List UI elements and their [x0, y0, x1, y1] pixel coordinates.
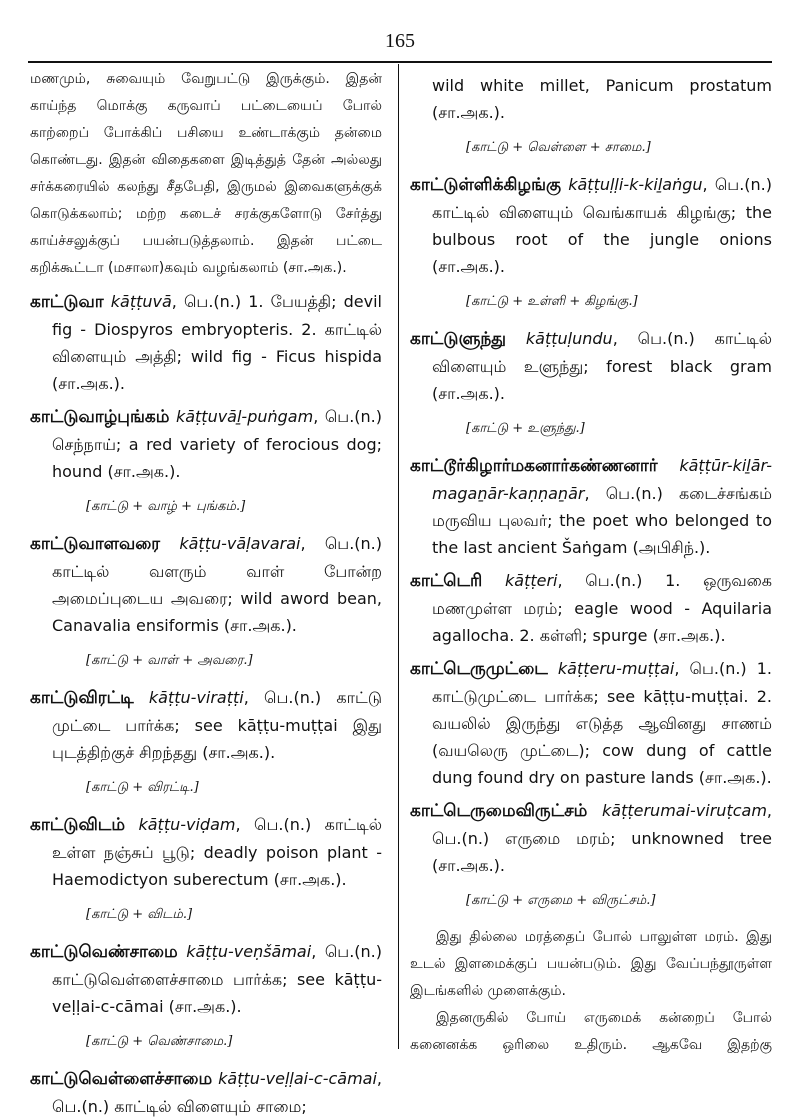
entry-definition: , பெ.(n.) எருமை மரம்; unknowned tree (சா.அக.). — [432, 801, 772, 875]
entry-transliteration: kāṭṭūr-kiḻār-magaṉār-kaṇṇaṉār — [432, 456, 772, 503]
entry-headword: காட்டுவெள்ளைச்சாமை — [30, 1069, 213, 1089]
dictionary-entry — [30, 938, 382, 1020]
entry-etymology: [காட்டு + வாள் + அவரை.] — [86, 653, 253, 668]
continuation-text: wild white millet, Panicum prostatum (சா.அக.). — [432, 76, 772, 122]
entry-headword: காட்டுவாளவரை — [30, 534, 161, 554]
entry-transliteration: kāṭṭu-veṇšāmai — [186, 942, 312, 961]
dictionary-entry — [30, 684, 382, 766]
dictionary-entry — [410, 171, 772, 280]
entry-headword: காட்டுவா — [30, 292, 104, 312]
dictionary-entry — [30, 403, 382, 485]
entry-headword: காட்டெருமைவிருட்சம் — [410, 801, 588, 821]
entry-etymology: [காட்டு + எருமை + விருட்சம்.] — [466, 893, 656, 908]
dictionary-entry — [30, 288, 382, 397]
entry-etymology: [காட்டு + உள்ளி + கிழங்கு.] — [466, 294, 638, 309]
entry-transliteration: kāṭṭuḷḷi-k-kiḻaṅgu — [568, 175, 703, 194]
dictionary-entry — [410, 452, 772, 561]
entry-definition: , பெ.(n.) கடைச்சங்கம் மருவிய புலவர்; the poet who belonged to the last ancient Šaṅgam (அபிசிந்.). — [432, 484, 772, 557]
entry-transliteration: kāṭṭerumai-viruṭcam — [602, 801, 767, 820]
entry-etymology: [காட்டு + விரட்டி.] — [86, 780, 199, 795]
entry-definition: , பெ.(n.) காட்டில் விளையும் வெங்காயக் கிழங்கு; the bulbous root of the jungle onions (சா.அக.). — [432, 175, 772, 276]
entry-transliteration: kāṭṭu-vāḷavarai — [179, 534, 301, 553]
dictionary-entry — [410, 655, 772, 791]
entry-headword: காட்டெரி — [410, 571, 483, 591]
dictionary-entry — [410, 567, 772, 649]
entry-definition: , பெ.(n.) காட்டு முட்டை பார்க்க; see kāṭṭu-muṭṭai இது புடத்திற்குச் சிறந்தது (சா.அக.). — [52, 688, 382, 762]
entry-definition: , பெ.(n.) காட்டில் விளையும் சாமை; — [52, 1069, 382, 1116]
right-column — [410, 66, 772, 1059]
entry-transliteration: kāṭṭuvā — [110, 292, 172, 311]
note-paragraph: இதனருகில் போய் எருமைக் கன்றைப் போல் கனைனக்க ஒரிலை உதிரும். ஆகவே இதற்கு — [410, 1010, 772, 1053]
entry-transliteration: kāṭṭu-viḍam — [138, 815, 236, 834]
entry-transliteration: kāṭṭeri — [505, 571, 558, 590]
entry-headword: காட்டூர்கிழார்மகனார்கண்ணனார் — [410, 456, 658, 476]
entry-definition: , பெ.(n.) காட்டில் உள்ள நஞ்சுப் பூடு; deadly poison plant - Haemodictyon suberectum (சா.அக.). — [52, 815, 382, 889]
entry-definition: , பெ.(n.) 1. பேயத்தி; devil fig - Diospyros embryopteris. 2. காட்டில் விளையும் அத்தி; wild fig - Ficus hispida (சா.அக.). — [52, 292, 382, 393]
dictionary-entry — [30, 1065, 382, 1120]
entry-transliteration: kāṭṭu-veḷḷai-c-cāmai — [218, 1069, 377, 1088]
entry-definition: , பெ.(n.) காட்டில் விளையும் உளுந்து; forest black gram (சா.அக.). — [432, 329, 772, 403]
dictionary-entry — [30, 530, 382, 639]
page-number: 165 — [385, 30, 415, 52]
entry-headword: காட்டுளுந்து — [410, 329, 507, 349]
entry-etymology: [காட்டு + வெள்ளை + சாமை.] — [466, 140, 651, 155]
entry-etymology: [காட்டு + வெண்சாமை.] — [86, 1034, 233, 1049]
continuation-text: மணமும், சுவையும் வேறுபட்டு இருக்கும். இதன் காய்ந்த மொக்கு கருவாப் பட்டையைப் போல் காற்றைப் போக்கிப் பசியை உண்டாக்கும் தன்மை கொண்டது. இதன் விதைகளை இடித்துத் தேன் அல்லது சர்க்கரையில் கலந்து சீதபேதி, இருமல் இவைகளுக்குக் கொடுக்கலாம்; மற்ற கடைச் சரக்குகளோடு சேர்த்து காய்ச்சலுக்குப் பயன்படுத்தலாம். இதன் பட்டை கறிக்கூட்டா (மசாலா)கவும் வழங்கலாம் (சா.அக.). — [30, 71, 382, 276]
dictionary-entry — [410, 797, 772, 879]
entry-headword: காட்டுள்ளிக்கிழங்கு — [410, 175, 561, 195]
entry-headword: காட்டுவாழ்புங்கம் — [30, 407, 170, 427]
entry-headword: காட்டுவிரட்டி — [30, 688, 134, 708]
note-paragraph: இது தில்லை மரத்தைப் போல் பாலுள்ள மரம். இது உடல் இளமைக்குப் பயன்படும். இது வேப்பந்தூருள்ள இடங்களில் முளைக்கும். — [410, 929, 772, 999]
entry-headword: காட்டுவெண்சாமை — [30, 942, 178, 962]
left-column — [30, 66, 382, 1120]
entry-transliteration: kāṭṭuḷundu — [525, 329, 613, 348]
entry-definition: , பெ.(n.) செந்நாய்; a red variety of ferocious dog; hound (சா.அக.). — [52, 407, 382, 481]
entry-headword: காட்டுவிடம் — [30, 815, 126, 835]
entry-transliteration: kāṭṭu-viraṭṭi — [148, 688, 244, 707]
column-divider — [398, 64, 399, 1049]
dictionary-entry — [30, 811, 382, 893]
entry-etymology: [காட்டு + வாழ் + புங்கம்.] — [86, 499, 246, 514]
entry-definition: , பெ.(n.) 1. ஒருவகை மணமுள்ள மரம்; eagle wood - Aquilaria agallocha. 2. கள்ளி; spurge (சா.அக.). — [432, 571, 772, 645]
entry-definition: , பெ.(n.) 1. காட்டுமுட்டை பார்க்க; see kāṭṭu-muṭṭai. 2. வயலில் இருந்து எடுத்த ஆவினது சாணம் (வயலெரு முட்டை); cow dung of cattle dung found dry on pasture lands (சா.அக.). — [432, 659, 772, 787]
entry-definition: , பெ.(n.) காட்டுவெள்ளைச்சாமை பார்க்க; see kāṭṭu-veḷḷai-c-cāmai (சா.அக.). — [52, 942, 382, 1016]
header-rule — [28, 61, 772, 63]
entry-transliteration: kāṭṭuvāḻ-puṅgam — [175, 407, 314, 426]
entry-etymology: [காட்டு + உளுந்து.] — [466, 421, 585, 436]
entry-etymology: [காட்டு + விடம்.] — [86, 907, 193, 922]
entry-definition: , பெ.(n.) காட்டில் வளரும் வாள் போன்ற அமைப்புடைய அவரை; wild aword bean, Canavalia ensiformis (சா.அக.). — [52, 534, 382, 635]
entry-headword: காட்டெருமுட்டை — [410, 659, 548, 679]
entry-transliteration: kāṭṭeru-muṭṭai — [557, 659, 675, 678]
dictionary-entry — [410, 325, 772, 407]
